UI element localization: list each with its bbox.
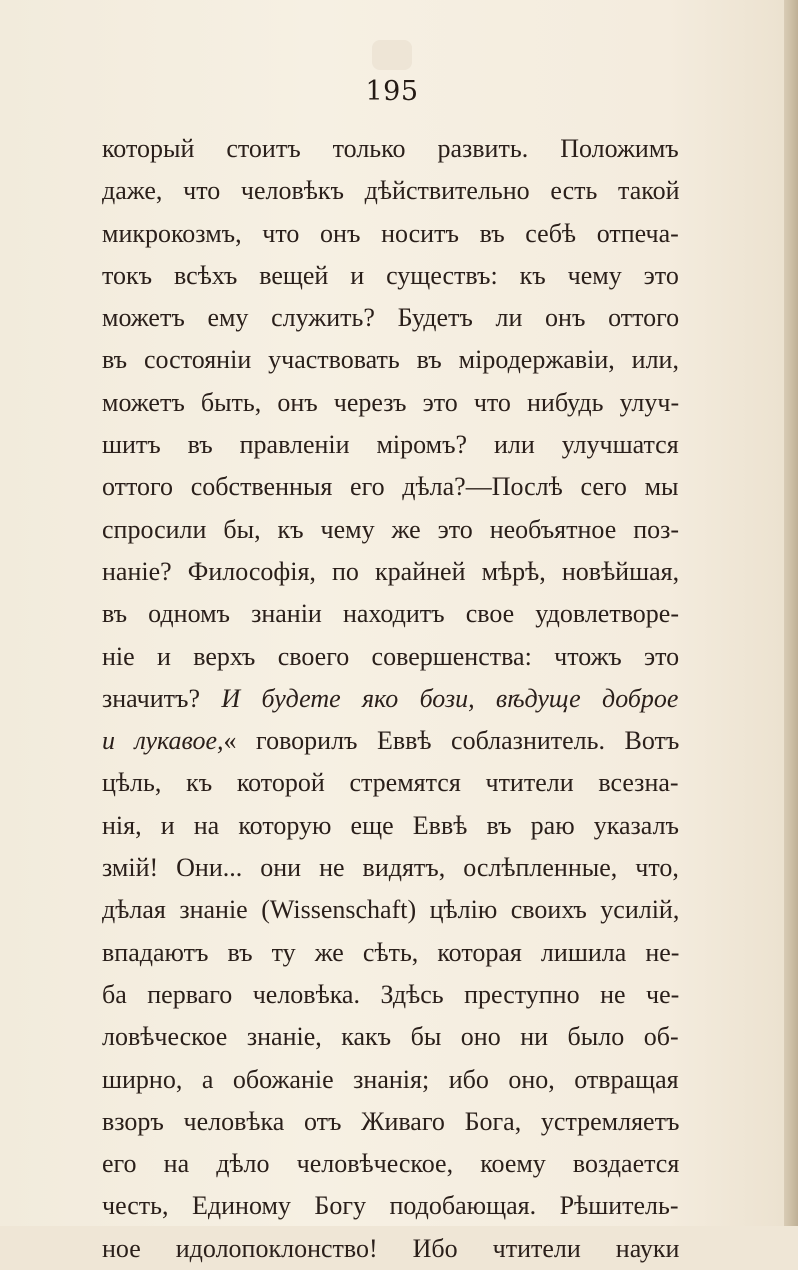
text-run: можетъ быть, онъ черезъ это что нибудь улуч- <box>102 387 680 417</box>
text-line <box>102 1185 679 1227</box>
body-text <box>102 128 679 1270</box>
text-line <box>102 339 679 381</box>
text-run: ловѣческое знаніе, какъ бы оно ни было об- <box>102 1022 679 1052</box>
text-run: можетъ ему служить? Будетъ ли онъ оттого <box>102 303 680 333</box>
text-line <box>102 170 679 212</box>
text-line <box>102 128 679 170</box>
text-line <box>102 213 679 255</box>
text-line <box>102 932 679 974</box>
text-line <box>102 805 679 847</box>
text-run: въ состояніи участвовать въ міродержавіи, или, <box>102 345 679 375</box>
text-run: ніе и верхъ своего совершенства: чтожъ это <box>102 641 680 671</box>
text-line <box>102 1016 679 1058</box>
text-run: « говорилъ Еввѣ соблазнитель. Вотъ <box>223 726 680 756</box>
text-line <box>102 847 679 889</box>
text-line <box>102 636 679 678</box>
text-run: спросили бы, къ чему же это необъятное поз- <box>102 514 680 544</box>
text-run: ное идолопоклонство! Ибо чтители науки <box>102 1233 680 1263</box>
text-line <box>102 974 679 1016</box>
text-line <box>102 1143 679 1185</box>
text-line <box>102 720 679 762</box>
text-line <box>102 1228 679 1270</box>
text-line <box>102 889 679 931</box>
text-run: который стоитъ только развить. Положимъ <box>102 134 679 163</box>
text-run: взоръ человѣка отъ Живаго Бога, устремляетъ <box>102 1106 680 1136</box>
text-line <box>102 551 679 593</box>
text-line <box>102 466 679 508</box>
text-run: ширно, а обожаніе знанія; ибо оно, отвращая <box>102 1064 679 1094</box>
text-line <box>102 255 679 297</box>
italic-quote: И будете яко бози, вѣдуще доброе <box>221 683 679 713</box>
text-run: въ одномъ знаніи находитъ свое удовлетворе- <box>102 599 680 629</box>
text-line <box>102 297 679 339</box>
text-run: шитъ въ правленіи міромъ? или улучшатся <box>102 430 679 460</box>
text-line <box>102 593 679 635</box>
text-line <box>102 762 679 804</box>
text-line <box>102 509 679 551</box>
italic-quote: и лукавое, <box>102 726 224 756</box>
text-run: ба перваго человѣка. Здѣсь преступно не че- <box>102 979 680 1009</box>
text-run: даже, что человѣкъ дѣйствительно есть такой <box>102 176 680 206</box>
text-run: наніе? Философія, по крайней мѣрѣ, новѣйшая, <box>102 556 680 586</box>
text-run: честь, Единому Богу подобающая. Рѣшитель- <box>102 1191 679 1221</box>
text-run: нія, и на которую еще Еввѣ въ раю указалъ <box>102 810 679 840</box>
text-run: микрокозмъ, что онъ носитъ въ себѣ отпеча- <box>102 218 679 248</box>
text-run: дѣлая знаніе (Wissenschaft) цѣлію своихъ усилій, <box>102 895 680 925</box>
text-line <box>102 424 679 466</box>
show-through-mark <box>372 40 412 70</box>
text-run: оттого собственныя его дѣла?—Послѣ сего мы <box>102 472 679 502</box>
text-run: значитъ? <box>102 683 222 713</box>
text-line <box>102 1059 679 1101</box>
text-line <box>102 678 679 720</box>
text-line <box>102 382 679 424</box>
text-line <box>102 1101 679 1143</box>
text-run: его на дѣло человѣческое, коему воздается <box>102 1149 680 1179</box>
page-number: 195 <box>365 76 419 107</box>
text-run: цѣль, къ которой стремятся чтители всезна- <box>102 768 679 798</box>
text-run: впадаютъ въ ту же сѣть, которая лишила не- <box>102 937 680 967</box>
page-edge <box>784 0 798 1226</box>
text-run: змій! Они... они не видятъ, ослѣпленные, что, <box>102 853 679 883</box>
text-run: токъ всѣхъ вещей и существъ: къ чему это <box>102 260 679 290</box>
